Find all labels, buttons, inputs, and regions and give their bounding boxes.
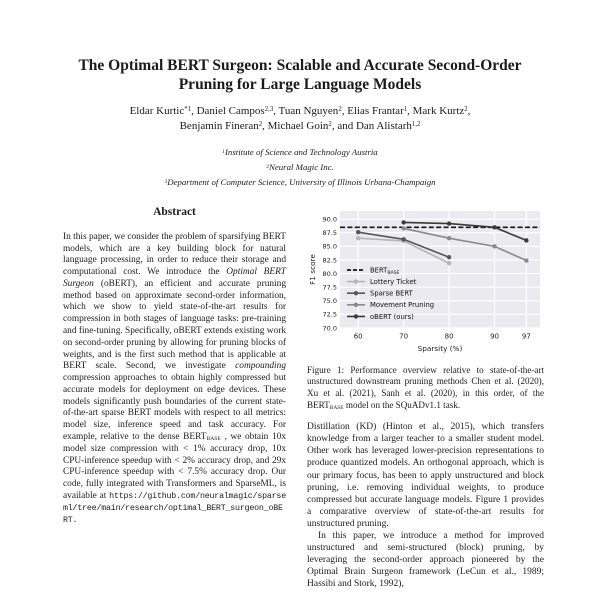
y-tick-label: 85.0 [322, 242, 337, 251]
legend-label-lottery-ticket: Lottery Ticket [370, 277, 417, 286]
body-paragraph-2: In this paper, we introduce a method for improved unstructured and semi-structured (block) pruning, by leveraging the second-order approach pioneered by the Optimal Brain Surgeon framework (LeCun et al., 1989; Hassibi and Stork, 1992), [307, 530, 544, 590]
text-segment: 2 [266, 163, 269, 170]
text-segment: , and Dan Alistarh [331, 119, 412, 132]
text-segment: , [467, 105, 471, 118]
introduction-text [307, 421, 544, 590]
text-segment: 1 [403, 106, 408, 114]
text-segment: , Elias Frantar [341, 105, 404, 118]
text-segment: 2 [258, 120, 263, 128]
text-segment: BASE [206, 436, 221, 443]
text-segment: Eldar Kurtic [129, 105, 185, 118]
text-segment: Neural Magic Inc. [268, 162, 334, 173]
text-segment: , Tuan Nguyen [273, 105, 339, 118]
y-tick-label: 87.5 [322, 228, 337, 237]
figure-1 [307, 206, 544, 412]
point-obert-ours-97 [524, 238, 528, 242]
y-tick-label: 90.0 [322, 215, 337, 224]
point-movement-pruning-70 [401, 226, 405, 230]
paper-title-line2: Pruning for Large Language Models [178, 76, 422, 94]
legend-label-sparse-bert: Sparse BERT [370, 289, 413, 298]
paper-title [70, 56, 530, 94]
f1-vs-sparsity-chart [307, 206, 544, 356]
text-segment: model on the SQuADv1.1 task. [343, 399, 461, 410]
text-segment: , Michael Goin [262, 119, 329, 132]
affiliations [0, 145, 600, 189]
text-segment: Optimal BERT Surgeon [63, 267, 286, 289]
legend-marker-sparse-bert [354, 291, 358, 295]
left-column [56, 206, 293, 590]
x-tick-label: 90 [490, 332, 500, 341]
text-segment: 1 [222, 149, 225, 156]
legend-label-obert-ours: oBERT (ours) [370, 312, 414, 321]
text-segment: *1 [184, 106, 192, 114]
text-segment: Department of Computer Science, University of Illinois Urbana-Champaign [167, 177, 436, 187]
author-line-1 [0, 104, 600, 119]
two-column-layout [0, 206, 600, 590]
y-tick-label: 77.5 [322, 283, 337, 292]
figure-1-caption [307, 365, 544, 412]
affiliation-1 [0, 145, 600, 160]
point-sparse-bert-60 [356, 230, 360, 234]
x-tick-label: 80 [444, 332, 454, 341]
text-segment: , Daniel Campos [191, 105, 265, 118]
author-line-2 [0, 119, 600, 134]
point-obert-ours-90 [492, 225, 496, 229]
text-segment: compounding [235, 361, 286, 372]
text-segment: Figure 1: Performance overview relative to state-of-the-art unstructured downstream pruning methods Chen et al. (2020), Xu et al. (2021), Sanh et al. (2020), in this order, of the BERT [307, 364, 544, 410]
text-segment: Benjamin Fineran [179, 119, 259, 132]
text-segment: BASE [329, 405, 344, 411]
point-movement-pruning-80 [447, 236, 451, 240]
author-list [0, 104, 600, 133]
point-movement-pruning-90 [492, 244, 496, 248]
text-segment: , Mark Kurtz [407, 105, 465, 118]
y-tick-label: 75.0 [322, 296, 337, 305]
affiliation-2 [0, 160, 600, 175]
point-obert-ours-80 [447, 221, 451, 225]
text-segment: 1,2 [411, 120, 421, 128]
x-tick-label: 97 [521, 332, 531, 341]
point-obert-ours-70 [401, 220, 405, 224]
github-repo-link[interactable]: https://github.com/neuralmagic/sparseml/tree/main/research/optimal_BERT_surgeon_oBERT. [63, 491, 286, 525]
text-segment: 2,3 [264, 106, 274, 114]
x-tick-label: 60 [353, 332, 363, 341]
body-paragraph-1: Distillation (KD) (Hinton et al., 2015), which transfers knowledge from a larger teacher to a smaller student model. Other work has leveraged lower-precision representations to produce quantized models. An orthogonal approach, which is our primary focus, has been to apply unstructured and block pruning, i.e. removing individual weights, to produce compressed but accurate language models. Figure 1 provides a comparative overview of state-of-the-art results for unstructured pruning. [307, 422, 544, 529]
legend-marker-movement-pruning [354, 302, 358, 306]
legend-label-bert-base: $BERT_{BASE}$ [370, 266, 400, 276]
y-tick-label: 70.0 [322, 324, 337, 333]
text-segment: 2 [328, 120, 332, 128]
x-tick-label: 70 [399, 332, 409, 341]
y-tick-label: 72.5 [322, 310, 337, 319]
point-sparse-bert-70 [401, 237, 405, 241]
point-sparse-bert-80 [447, 255, 451, 259]
point-movement-pruning-97 [524, 258, 528, 262]
y-tick-label: 80.0 [322, 269, 337, 278]
right-column [307, 206, 544, 590]
text-segment: 2 [464, 106, 468, 114]
point-lottery-ticket-80 [447, 261, 451, 265]
text-segment: compression approaches to obtain highly compressed but accurate models for deployment on edge devices. These models significantly push boundaries of the current state-of-the-art sparse BERT models with respect to all metrics: model size, inference speed and task accuracy. For example, relative to the dense BERT [63, 373, 286, 443]
text-segment: Institute of Science and Technology Austria [225, 147, 378, 158]
legend-marker-lottery-ticket [354, 279, 358, 283]
text-segment: In this paper, we consider the problem of sparsifying BERT models, which are a key building block for natural language processing, in order to reduce their storage and computational cost. We introduce the [63, 231, 286, 278]
y-tick-label: 82.5 [322, 256, 337, 265]
x-axis-label: Sparsity (%) [417, 343, 463, 353]
affiliation-3 [0, 175, 600, 190]
text-segment: 3 [164, 178, 168, 185]
y-axis-label: F1 score [308, 253, 317, 285]
legend-marker-obert-ours [354, 314, 358, 318]
abstract-text [56, 232, 293, 527]
paper-title-line1: The Optimal BERT Surgeon: Scalable and Accurate Second-Order [78, 57, 522, 74]
text-segment: , we obtain 10x model size compression with < 1% accuracy drop, 10x CPU-inference speedup with < 2% accuracy drop, and 29x CPU-inference speedup with < 7.5% accuracy drop. Our code, fully integrated with Transformers and SparseML, is available at [63, 432, 286, 501]
legend-label-movement-pruning: Movement Pruning [370, 300, 435, 309]
text-segment: 2 [338, 106, 342, 114]
abstract-heading: Abstract [153, 205, 196, 218]
text-segment: (oBERT), an efficient and accurate pruning method based on approximate second-order information, which we show to yield state-of-the-art results for compression in both stages of language tasks: pre-training and fine-tuning. Specifically, oBERT extends existing work on second-order pruning by allowing for pruning blocks of weights, and is the first such method that is applicable at BERT scale. Second, we investigate [63, 278, 286, 372]
point-lottery-ticket-60 [356, 236, 360, 240]
